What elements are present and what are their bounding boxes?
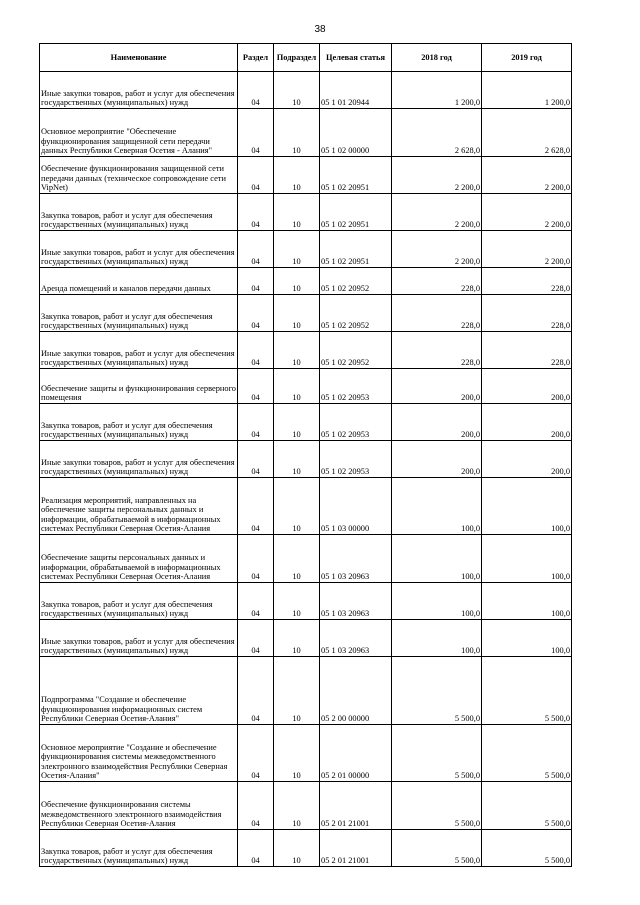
cell-2019: 200,0 (482, 441, 572, 478)
cell-subsection: 10 (274, 295, 320, 332)
table-row (40, 194, 572, 231)
cell-section: 04 (238, 369, 274, 404)
cell-section: 04 (238, 268, 274, 295)
table-row (40, 830, 572, 867)
cell-name: Иные закупки товаров, работ и услуг для обеспечения государственных (муниципальных) нужд (40, 332, 238, 369)
cell-2018: 2 200,0 (392, 157, 482, 194)
table-row (40, 72, 572, 109)
cell-name: Закупка товаров, работ и услуг для обеспечения государственных (муниципальных) нужд (40, 404, 238, 441)
cell-subsection: 10 (274, 268, 320, 295)
cell-name: Закупка товаров, работ и услуг для обеспечения государственных (муниципальных) нужд (40, 194, 238, 231)
cell-name: Закупка товаров, работ и услуг для обеспечения государственных (муниципальных) нужд (40, 295, 238, 332)
cell-subsection: 10 (274, 109, 320, 157)
table-row (40, 231, 572, 268)
cell-2019: 100,0 (482, 583, 572, 620)
cell-2018: 100,0 (392, 535, 482, 583)
cell-subsection: 10 (274, 620, 320, 657)
cell-subsection: 10 (274, 725, 320, 782)
cell-name: Обеспечение функционирования защищенной сети передачи данных (техническое сопровождение сети VipNet) (40, 157, 238, 194)
cell-target-code: 05 1 03 20963 (320, 620, 392, 657)
cell-target-code: 05 1 03 20963 (320, 535, 392, 583)
cell-2018: 2 200,0 (392, 194, 482, 231)
budget-table (39, 43, 572, 867)
cell-subsection: 10 (274, 441, 320, 478)
cell-section: 04 (238, 478, 274, 535)
header-row (40, 44, 572, 72)
cell-name: Иные закупки товаров, работ и услуг для обеспечения государственных (муниципальных) нужд (40, 231, 238, 268)
table-row (40, 369, 572, 404)
cell-section: 04 (238, 830, 274, 867)
cell-name: Аренда помещений и каналов передачи данных (40, 268, 238, 295)
cell-subsection: 10 (274, 72, 320, 109)
cell-name: Основное мероприятие "Обеспечение функционирования защищенной сети передачи данных Республики Северная Осетия - Алания" (40, 109, 238, 157)
cell-target-code: 05 1 02 20952 (320, 268, 392, 295)
cell-section: 04 (238, 441, 274, 478)
cell-target-code: 05 2 00 00000 (320, 657, 392, 725)
cell-2019: 5 500,0 (482, 782, 572, 830)
cell-target-code: 05 2 01 00000 (320, 725, 392, 782)
cell-section: 04 (238, 194, 274, 231)
cell-2018: 5 500,0 (392, 725, 482, 782)
cell-2018: 100,0 (392, 583, 482, 620)
cell-section: 04 (238, 231, 274, 268)
cell-name: Обеспечение защиты и функционирования серверного помещения (40, 369, 238, 404)
cell-name: Закупка товаров, работ и услуг для обеспечения государственных (муниципальных) нужд (40, 830, 238, 867)
table-row (40, 268, 572, 295)
cell-2018: 228,0 (392, 295, 482, 332)
cell-subsection: 10 (274, 657, 320, 725)
cell-subsection: 10 (274, 369, 320, 404)
table-row (40, 535, 572, 583)
table-row (40, 295, 572, 332)
cell-2019: 100,0 (482, 620, 572, 657)
cell-2019: 2 628,0 (482, 109, 572, 157)
cell-2018: 200,0 (392, 369, 482, 404)
cell-section: 04 (238, 535, 274, 583)
cell-2019: 100,0 (482, 478, 572, 535)
cell-2019: 228,0 (482, 268, 572, 295)
cell-subsection: 10 (274, 830, 320, 867)
cell-section: 04 (238, 657, 274, 725)
cell-name: Закупка товаров, работ и услуг для обеспечения государственных (муниципальных) нужд (40, 583, 238, 620)
table-row (40, 583, 572, 620)
page-number: 38 (314, 24, 326, 35)
table-row (40, 109, 572, 157)
cell-target-code: 05 1 02 20951 (320, 231, 392, 268)
cell-target-code: 05 1 02 20953 (320, 441, 392, 478)
cell-name: Иные закупки товаров, работ и услуг для обеспечения государственных (муниципальных) нужд (40, 441, 238, 478)
header-name: Наименование (40, 44, 238, 72)
cell-2019: 1 200,0 (482, 72, 572, 109)
table-row (40, 332, 572, 369)
cell-section: 04 (238, 332, 274, 369)
cell-section: 04 (238, 782, 274, 830)
cell-subsection: 10 (274, 332, 320, 369)
cell-target-code: 05 1 02 20951 (320, 157, 392, 194)
cell-target-code: 05 1 03 00000 (320, 478, 392, 535)
cell-2019: 228,0 (482, 295, 572, 332)
cell-subsection: 10 (274, 194, 320, 231)
cell-target-code: 05 1 02 20952 (320, 332, 392, 369)
header-target: Целевая статья (320, 44, 392, 72)
cell-section: 04 (238, 725, 274, 782)
cell-subsection: 10 (274, 231, 320, 268)
cell-target-code: 05 2 01 21001 (320, 830, 392, 867)
cell-target-code: 05 1 02 20953 (320, 369, 392, 404)
cell-target-code: 05 1 03 20963 (320, 583, 392, 620)
table-row (40, 404, 572, 441)
cell-name: Реализация мероприятий, направленных на обеспечение защиты персональных данных и информации, обрабатываемой в информационных системах Республики Северная Осетия-Алания (40, 478, 238, 535)
table-body (40, 72, 572, 867)
cell-target-code: 05 1 02 20951 (320, 194, 392, 231)
cell-name: Подпрограмма "Создание и обеспечение функционирования информационных систем Республики Северная Осетия-Алания" (40, 657, 238, 725)
header-2019: 2019 год (482, 44, 572, 72)
cell-2019: 100,0 (482, 535, 572, 583)
cell-2018: 100,0 (392, 620, 482, 657)
cell-2019: 5 500,0 (482, 657, 572, 725)
cell-2019: 5 500,0 (482, 830, 572, 867)
cell-name: Иные закупки товаров, работ и услуг для обеспечения государственных (муниципальных) нужд (40, 72, 238, 109)
cell-target-code: 05 1 01 20944 (320, 72, 392, 109)
cell-name: Иные закупки товаров, работ и услуг для обеспечения государственных (муниципальных) нужд (40, 620, 238, 657)
cell-2018: 5 500,0 (392, 657, 482, 725)
cell-target-code: 05 1 02 20952 (320, 295, 392, 332)
table-row (40, 657, 572, 725)
cell-section: 04 (238, 109, 274, 157)
cell-name: Обеспечение функционирования системы межведомственного электронного взаимодействия Республики Северная Осетия-Алания (40, 782, 238, 830)
cell-2019: 2 200,0 (482, 231, 572, 268)
cell-subsection: 10 (274, 157, 320, 194)
cell-2018: 1 200,0 (392, 72, 482, 109)
cell-2018: 2 628,0 (392, 109, 482, 157)
cell-2019: 200,0 (482, 369, 572, 404)
cell-2018: 200,0 (392, 404, 482, 441)
cell-target-code: 05 2 01 21001 (320, 782, 392, 830)
cell-subsection: 10 (274, 478, 320, 535)
table-row (40, 157, 572, 194)
table-row (40, 725, 572, 782)
table-row (40, 782, 572, 830)
table-row (40, 620, 572, 657)
cell-2018: 200,0 (392, 441, 482, 478)
header-2018: 2018 год (392, 44, 482, 72)
cell-section: 04 (238, 157, 274, 194)
cell-2018: 100,0 (392, 478, 482, 535)
cell-subsection: 10 (274, 583, 320, 620)
table-row (40, 441, 572, 478)
cell-2018: 2 200,0 (392, 231, 482, 268)
cell-2018: 5 500,0 (392, 830, 482, 867)
header-section: Раздел (238, 44, 274, 72)
header-subsection: Подраздел (274, 44, 320, 72)
cell-subsection: 10 (274, 782, 320, 830)
cell-2019: 2 200,0 (482, 194, 572, 231)
cell-subsection: 10 (274, 535, 320, 583)
cell-section: 04 (238, 295, 274, 332)
cell-target-code: 05 1 02 20953 (320, 404, 392, 441)
cell-2018: 5 500,0 (392, 782, 482, 830)
cell-section: 04 (238, 404, 274, 441)
cell-2019: 2 200,0 (482, 157, 572, 194)
cell-2018: 228,0 (392, 268, 482, 295)
cell-section: 04 (238, 583, 274, 620)
cell-subsection: 10 (274, 404, 320, 441)
cell-section: 04 (238, 72, 274, 109)
cell-2018: 228,0 (392, 332, 482, 369)
cell-name: Основное мероприятие "Создание и обеспечение функционирования системы межведомственного электронного взаимодействия Республики Северная Осетия-Алания" (40, 725, 238, 782)
cell-target-code: 05 1 02 00000 (320, 109, 392, 157)
cell-2019: 5 500,0 (482, 725, 572, 782)
cell-2019: 228,0 (482, 332, 572, 369)
cell-name: Обеспечение защиты персональных данных и информации, обрабатываемой в информационных системах Республики Северная Осетия-Алания (40, 535, 238, 583)
cell-section: 04 (238, 620, 274, 657)
table-row (40, 478, 572, 535)
cell-2019: 200,0 (482, 404, 572, 441)
